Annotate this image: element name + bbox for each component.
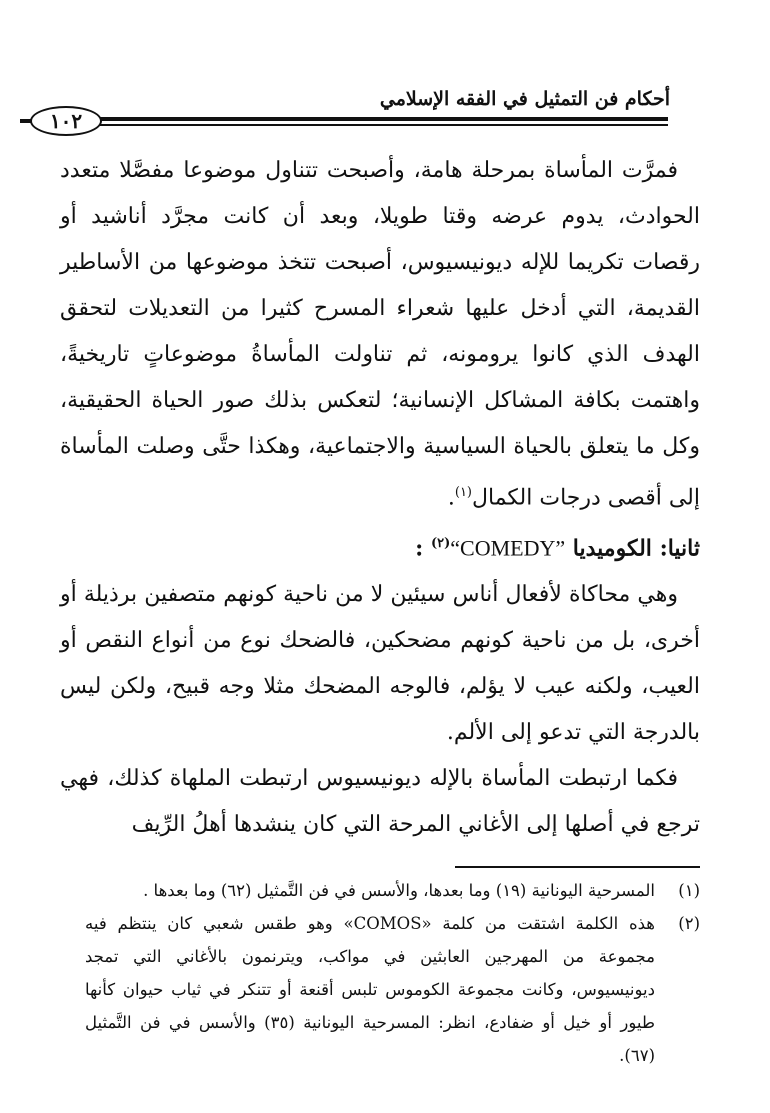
paragraph-text-end: الكمال [472, 485, 533, 511]
header-rule-thick [88, 117, 668, 121]
footnote-ref[interactable]: (١) [454, 485, 472, 500]
footnotes [85, 874, 700, 1072]
footnote-number: (١) [678, 881, 700, 900]
footnote-text: المسرحية اليونانية (١٩) وما بعدها، والأسس في فن التَّمثيل (٦٢) وما بعدها . [143, 881, 655, 900]
footnote-text: هذه الكلمة اشتقت من كلمة «COMOS» وهو طقس شعبي كان ينتظم فيه مجموعة من المهرجين العابثين في مواكب، ويترنمون بالأغاني التي تمجد ديونيسيوس، وكانت مجموعة الكوموس تلبس أقنعة أو تتنكر في ثياب حيوان كأنها طيور أو خيل أو ضفادع، انظر: المسرحية اليونانية (٣٥) والأسس في فن التَّمثيل (٦٧). [85, 914, 655, 1065]
page-number-badge [30, 106, 102, 136]
paragraph-text: فمرَّت المأساة بمرحلة هامة، وأصبحت تتناول موضوعا مفصَّلا متعدد الحوادث، يدوم عرضه وقتا طويلا، وبعد أن كانت مجرَّد أناشيد أو رقصات تكريما للإله ديونيسيوس، أصبحت تتخذ موضوعها من الأساطير القديمة، التي أدخل عليها شعراء المسرح كثيرا من التعديلات لتحقق الهدف الذي كانوا يرومونه، ثم تناولت المأساةُ موضوعاتٍ تاريخيةً، واهتمت بكافة المشاكل الإنسانية؛ لتعكس بذلك صور الحياة الحقيقية، وكل ما يتعلق بالحياة السياسية والاجتماعية، وهكذا حتَّى وصلت المأساة إلى أقصى درجات [60, 158, 700, 511]
footnote [85, 907, 700, 1072]
header-rule-thin [88, 124, 668, 126]
footnote [85, 874, 700, 907]
running-title: أحكام فن التمثيل في الفقه الإسلامي [379, 88, 670, 110]
paragraph [60, 148, 700, 521]
page-number: ١٠٢ [49, 109, 83, 133]
paragraph: وهي محاكاة لأفعال أناس سيئين لا من ناحية كونهم متصفين برذيلة أو أخرى، بل من ناحية كونهم مضحكين، فالضحك نوع من أنواع النقص أو العيب، ولكنه عيب لا يؤلم، فالوجه المضحك مثلا وجه قبيح، ولكن ليس بالدرجة التي تدعو إلى الألم. [60, 581, 700, 745]
section-heading-label: ثانيا: الكوميديا [572, 535, 700, 562]
footnote-number: (٢) [678, 914, 700, 933]
section-heading [60, 521, 700, 571]
section-heading-english: “COMEDY” [450, 535, 566, 561]
section-heading-colon: : [415, 535, 424, 562]
footnote-ref[interactable]: (٢) [430, 536, 451, 552]
paragraph-punct: . [447, 485, 455, 511]
main-text [60, 148, 700, 848]
page-header [0, 0, 770, 140]
paragraph: فكما ارتبطت المأساة بالإله ديونيسيوس ارتبطت الملهاة كذلك، فهي ترجع في أصلها إلى الأغاني المرحة التي كان ينشدها أهلُ الرِّيف [60, 765, 700, 837]
footnote-separator [455, 866, 700, 868]
